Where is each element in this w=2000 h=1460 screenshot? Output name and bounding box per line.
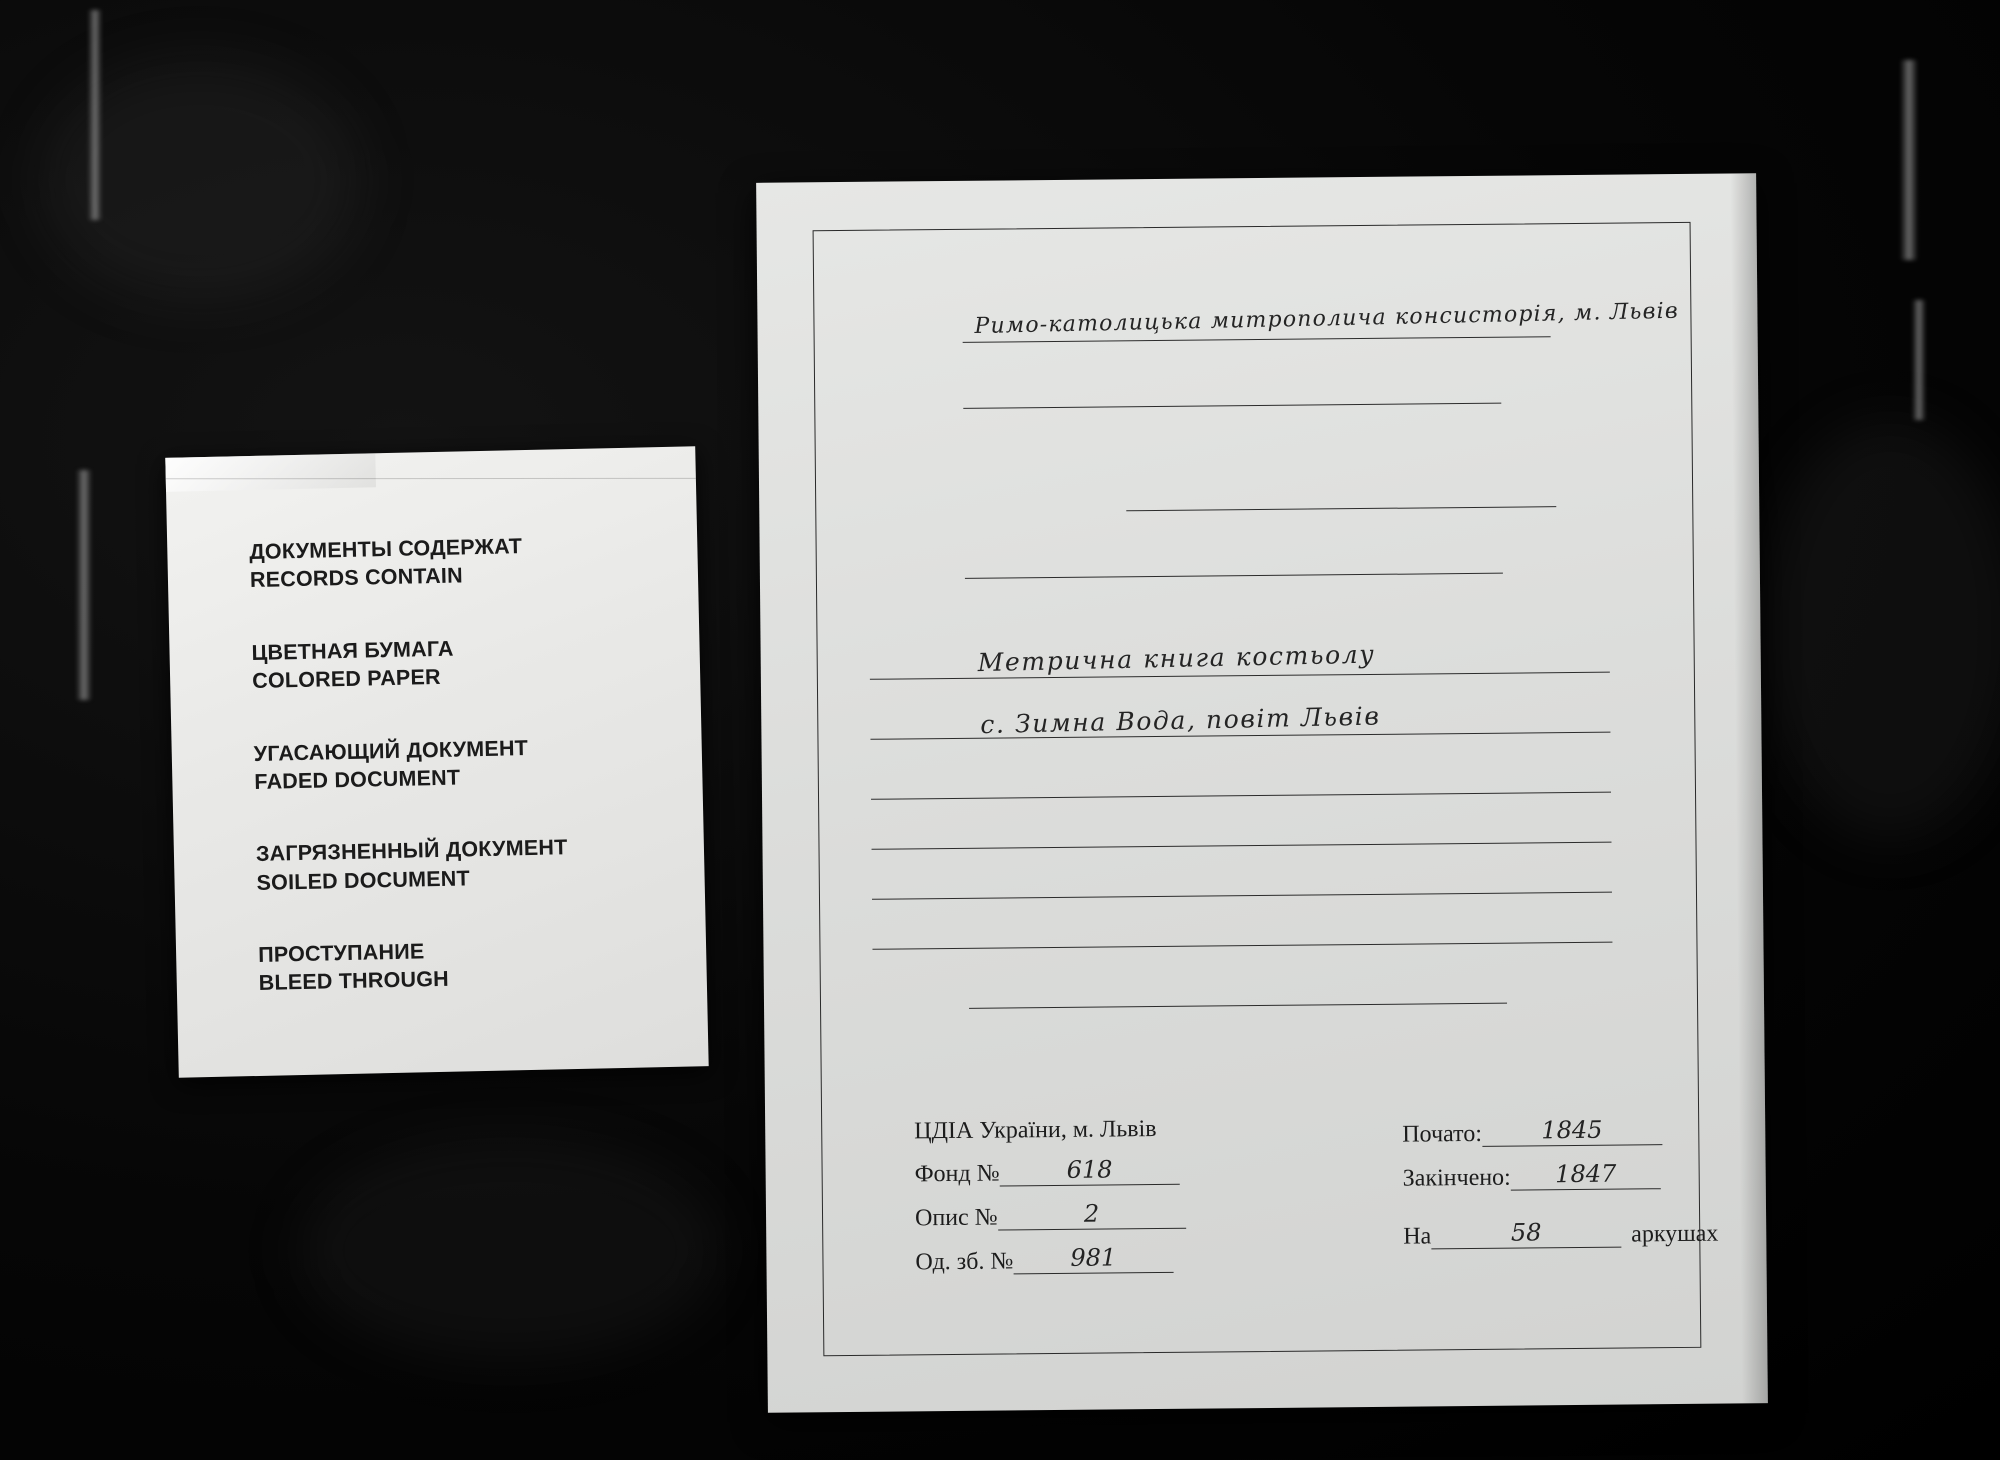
label-text-en: SOILED DOCUMENT xyxy=(256,865,471,895)
background-texture xyxy=(1760,420,2000,840)
film-edge-glint xyxy=(1900,60,1918,260)
end-date-value[interactable]: 1847 xyxy=(1511,1159,1661,1190)
writing-rule xyxy=(1126,506,1556,511)
label-text-ru: ЗАГРЯЗНЕННЫЙ ДОКУМЕНТ xyxy=(255,835,568,867)
writing-rule xyxy=(872,842,1612,850)
opys-value[interactable]: 2 xyxy=(997,1199,1185,1231)
start-date-value[interactable]: 1845 xyxy=(1482,1115,1662,1147)
handwritten-title-line-1: Римо-католицька митрополича консисторія, м. Львів xyxy=(974,298,1680,340)
unit-value[interactable]: 981 xyxy=(1013,1243,1173,1275)
label-text-en: COLORED PAPER xyxy=(251,665,441,694)
unit-field-row xyxy=(915,1244,1275,1291)
cover-border-frame xyxy=(813,222,1719,1356)
writing-rule xyxy=(963,403,1501,409)
handwritten-title-line-2: Метрична книга костьолу xyxy=(977,639,1376,678)
archival-folder-cover xyxy=(756,173,1768,1413)
condition-label-card xyxy=(165,446,708,1077)
label-text-ru: ПРОСТУПАНИЕ xyxy=(257,939,425,967)
archive-institution-name: ЦДІА України, м. Львів xyxy=(914,1116,1157,1145)
condition-label-list xyxy=(249,529,688,1042)
list-item xyxy=(258,932,687,998)
label-text-en: FADED DOCUMENT xyxy=(254,765,461,794)
fond-label: Фонд № xyxy=(914,1160,1000,1188)
label-text-ru: УГАСАЮЩИЙ ДОКУМЕНТ xyxy=(253,735,529,766)
paper-fold-line xyxy=(166,478,696,479)
writing-rule xyxy=(965,573,1503,579)
opys-label: Опис № xyxy=(914,1204,998,1232)
fond-value[interactable]: 618 xyxy=(999,1155,1179,1187)
sheet-count-value[interactable]: 58 xyxy=(1431,1218,1621,1250)
sheet-count-label: На xyxy=(1403,1223,1432,1250)
list-item xyxy=(256,831,685,897)
label-text-ru: ЦВЕТНАЯ БУМАГА xyxy=(251,636,454,665)
writing-rule xyxy=(871,792,1611,800)
film-edge-glint xyxy=(1912,300,1926,420)
sheet-count-suffix: аркушах xyxy=(1631,1220,1719,1248)
sheet-count-row xyxy=(1403,1218,1733,1265)
handwritten-title-line-3: с. Зимна Вода, повіт Львів xyxy=(980,701,1381,740)
background-texture xyxy=(300,1140,720,1360)
opys-field-row xyxy=(915,1200,1275,1247)
fond-field-row xyxy=(915,1156,1275,1203)
archive-form-left-column xyxy=(914,1115,1276,1291)
label-text-en: BLEED THROUGH xyxy=(258,967,450,996)
start-date-label: Почато: xyxy=(1402,1120,1483,1148)
archive-form-right-column xyxy=(1402,1117,1733,1266)
label-text-ru: ДОКУМЕНТЫ СОДЕРЖАТ xyxy=(249,534,523,565)
writing-rule xyxy=(969,1003,1507,1009)
end-date-row xyxy=(1403,1161,1733,1208)
unit-label: Од. зб. № xyxy=(915,1248,1014,1276)
list-item xyxy=(253,730,682,796)
film-edge-glint xyxy=(76,470,92,700)
paper-crease xyxy=(165,453,376,492)
writing-rule xyxy=(872,892,1612,900)
list-item xyxy=(251,629,680,695)
end-date-label: Закінчено: xyxy=(1402,1164,1511,1192)
start-date-row xyxy=(1402,1117,1732,1164)
label-text-en: RECORDS CONTAIN xyxy=(249,563,464,593)
list-item xyxy=(249,529,678,595)
writing-rule xyxy=(872,942,1612,950)
archive-reference-form xyxy=(914,1111,1719,1279)
film-edge-glint xyxy=(88,10,102,220)
